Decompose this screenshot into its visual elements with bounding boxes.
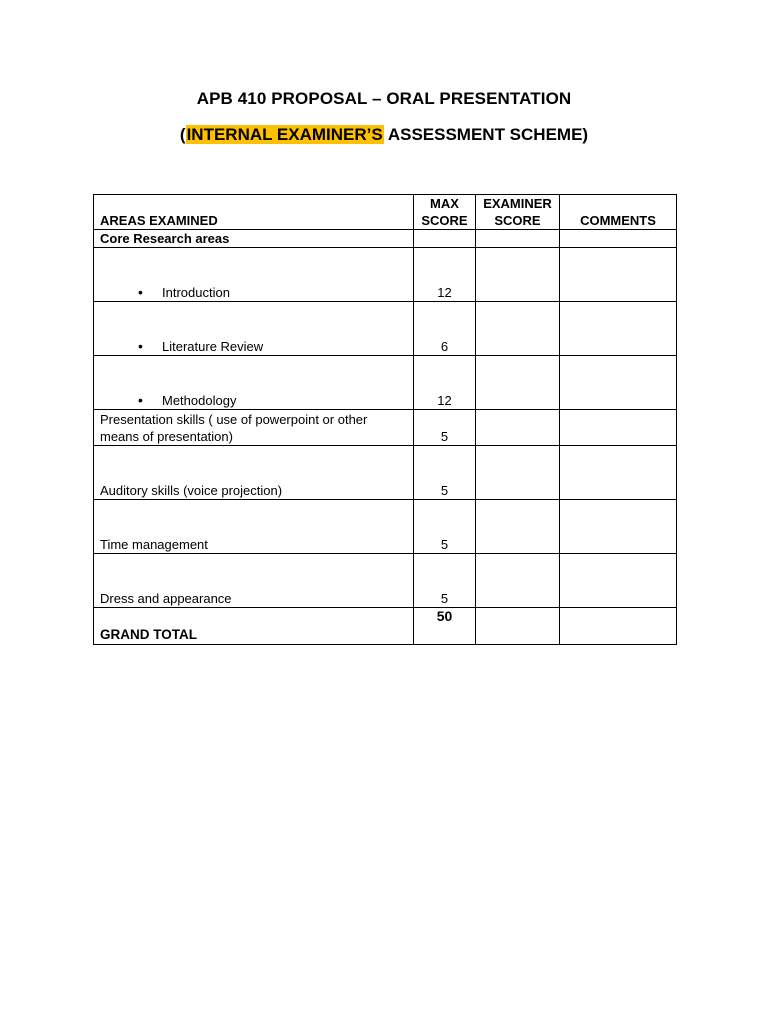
table-row-auditory-skills [94,446,677,500]
comments-cell[interactable] [560,356,677,410]
row-label [94,410,414,446]
table-row-dress-appearance [94,554,677,608]
assessment-table [93,194,677,645]
document-subtitle [0,125,768,145]
table-row-introduction [94,248,677,302]
table-row-grand-total [94,608,677,645]
row-label [94,302,414,356]
max-score-cell: 12 [414,248,476,302]
comments-cell[interactable] [560,500,677,554]
subtitle-rest: ASSESSMENT SCHEME) [383,125,589,144]
row-label: Auditory skills (voice projection) [94,446,414,500]
bullet-icon: • [138,284,143,300]
examiner-score-cell[interactable] [476,608,560,645]
examiner-score-cell[interactable] [476,446,560,500]
table-header-row [94,195,677,230]
max-score-cell: 6 [414,302,476,356]
document-title: APB 410 PROPOSAL – ORAL PRESENTATION [196,89,572,108]
table-cell [560,230,677,248]
comments-cell[interactable] [560,554,677,608]
row-label-text: Literature Review [162,339,264,354]
examiner-score-cell[interactable] [476,356,560,410]
header-examiner-line2: SCORE [494,213,541,228]
comments-cell[interactable] [560,608,677,645]
bullet-icon: • [138,392,143,408]
examiner-score-cell[interactable] [476,500,560,554]
max-score-cell: 5 [414,500,476,554]
row-label [94,248,414,302]
table-cell [414,230,476,248]
examiner-score-cell[interactable] [476,248,560,302]
header-areas-examined: AREAS EXAMINED [94,195,414,230]
grand-total-max: 50 [414,608,476,645]
row-label: Dress and appearance [94,554,414,608]
row-label-line1: Presentation skills ( use of powerpoint or other [100,412,368,427]
comments-cell[interactable] [560,446,677,500]
table-cell [476,230,560,248]
max-score-cell: 5 [414,446,476,500]
examiner-score-cell[interactable] [476,554,560,608]
comments-cell[interactable] [560,410,677,446]
comments-cell[interactable] [560,302,677,356]
section-row-core-research [94,230,677,248]
header-examiner-score [476,195,560,230]
row-label: Time management [94,500,414,554]
subtitle-highlight: INTERNAL EXAMINER’S [186,125,383,144]
table-row-literature-review [94,302,677,356]
comments-cell[interactable] [560,248,677,302]
header-examiner-line1: EXAMINER [483,196,552,211]
row-label [94,356,414,410]
bullet-icon: • [138,338,143,354]
row-label-text: Introduction [162,285,230,300]
header-max-score [414,195,476,230]
max-score-cell: 5 [414,554,476,608]
header-max-line2: SCORE [421,213,468,228]
row-label-text: Methodology [162,393,237,408]
section-label: Core Research areas [94,230,414,248]
examiner-score-cell[interactable] [476,302,560,356]
examiner-score-cell[interactable] [476,410,560,446]
grand-total-label: GRAND TOTAL [94,608,414,645]
table-row-methodology [94,356,677,410]
table-row-time-management [94,500,677,554]
header-comments: COMMENTS [560,195,677,230]
max-score-cell: 12 [414,356,476,410]
row-label-line2: means of presentation) [100,429,233,444]
header-max-line1: MAX [430,196,459,211]
subtitle-open-paren: ( [179,125,186,144]
max-score-cell: 5 [414,410,476,446]
table-row-presentation-skills [94,410,677,446]
